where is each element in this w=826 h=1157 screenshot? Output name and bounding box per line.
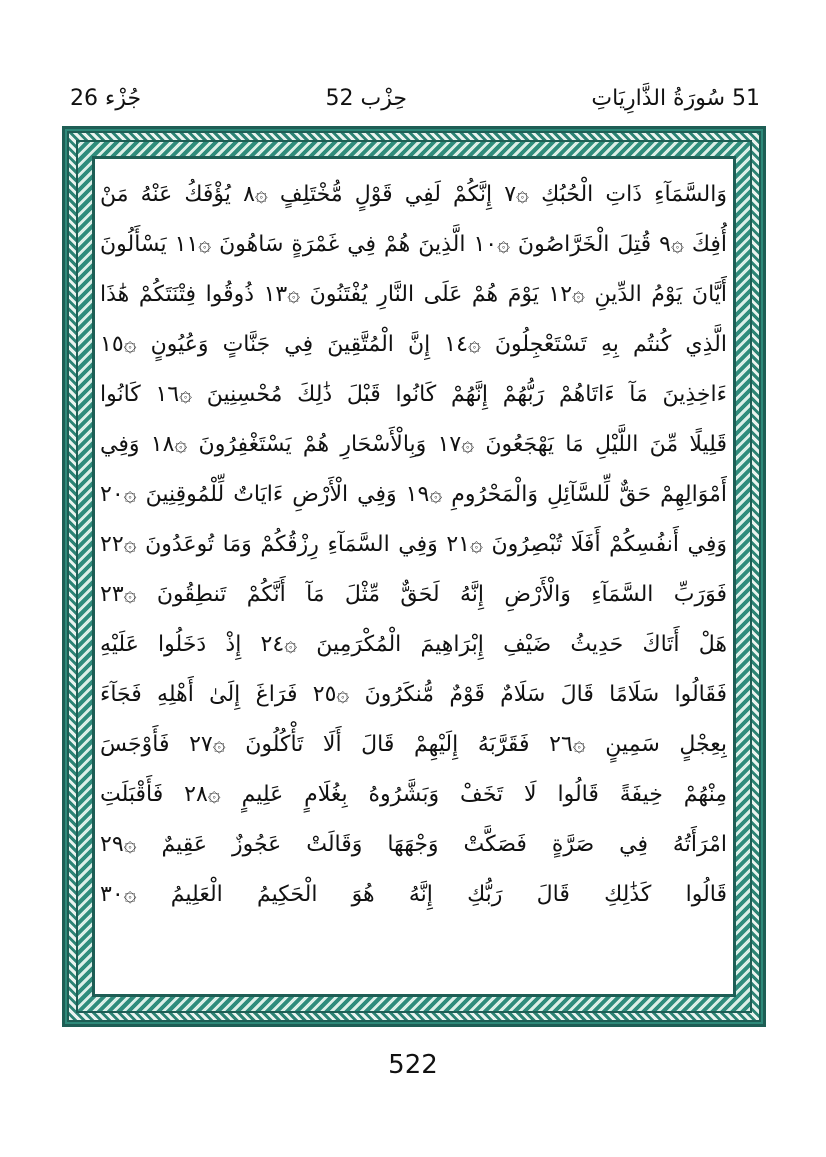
text-line: أَمْوَالِهِمْ حَقٌّ لِّلسَّآئِلِ وَالْمَحْرُومِ ۞١٩ وَفِي الْأَرْضِ ءَايَاتٌ لِّلْمُوقِنِينَ ۞٢٠ xyxy=(100,482,727,507)
text-line: أَيَّانَ يَوْمُ الدِّينِ ۞١٢ يَوْمَ هُمْ عَلَى النَّارِ يُفْتَنُونَ ۞١٣ ذُوقُوا فِتْنَتَكُمْ هَٰذَا xyxy=(100,282,727,307)
text-line: فَقَالُوا سَلَامًا قَالَ سَلَامٌ قَوْمٌ مُّنكَرُونَ ۞٢٥ فَرَاغَ إِلَىٰ أَهْلِهِ فَجَآءَ xyxy=(100,682,727,707)
text-line: ءَاخِذِينَ مَآ ءَاتَاهُمْ رَبُّهُمْ إِنَّهُمْ كَانُوا قَبْلَ ذَٰلِكَ مُحْسِنِينَ ۞١٦ كَانُوا xyxy=(100,382,727,407)
text-line: وَفِي أَنفُسِكُمْ أَفَلَا تُبْصِرُونَ ۞٢١ وَفِي السَّمَآءِ رِزْقُكُمْ وَمَا تُوعَدُونَ ۞٢٢ xyxy=(100,532,727,557)
text-line: أُفِكَ ۞٩ قُتِلَ الْخَرَّاصُونَ ۞١٠ الَّذِينَ هُمْ فِي غَمْرَةٍ سَاهُونَ ۞١١ يَسْأَلُونَ xyxy=(100,232,727,257)
text-line: بِعِجْلٍ سَمِينٍ ۞٢٦ فَقَرَّبَهُ إِلَيْهِمْ قَالَ أَلَا تَأْكُلُونَ ۞٢٧ فَأَوْجَسَ xyxy=(100,732,727,757)
text-line: قَلِيلًا مِّنَ اللَّيْلِ مَا يَهْجَعُونَ ۞١٧ وَبِالْأَسْحَارِ هُمْ يَسْتَغْفِرُونَ ۞١٨ وَفِي xyxy=(100,432,727,457)
page-header xyxy=(70,80,760,116)
text-line: هَلْ أَتَاكَ حَدِيثُ ضَيْفِ إِبْرَاهِيمَ الْمُكْرَمِينَ ۞٢٤ إِذْ دَخَلُوا عَلَيْهِ xyxy=(100,632,727,657)
quran-text-block xyxy=(100,170,727,990)
text-line: قَالُوا كَذَٰلِكِ قَالَ رَبُّكِ إِنَّهُ هُوَ الْحَكِيمُ الْعَلِيمُ ۞٣٠ xyxy=(100,882,727,907)
text-line: مِنْهُمْ خِيفَةً قَالُوا لَا تَخَفْ وَبَشَّرُوهُ بِغُلَامٍ عَلِيمٍ ۞٢٨ فَأَقْبَلَتِ xyxy=(100,782,727,807)
text-line: وَالسَّمَآءِ ذَاتِ الْحُبُكِ ۞٧ إِنَّكُمْ لَفِي قَوْلٍ مُّخْتَلِفٍ ۞٨ يُؤْفَكُ عَنْهُ مَنْ xyxy=(100,182,727,207)
text-line: الَّذِي كُنتُم بِهِ تَسْتَعْجِلُونَ ۞١٤ إِنَّ الْمُتَّقِينَ فِي جَنَّاتٍ وَعُيُونٍ ۞١٥ xyxy=(100,332,727,357)
text-line: امْرَأَتُهُ فِي صَرَّةٍ فَصَكَّتْ وَجْهَهَا وَقَالَتْ عَجُوزٌ عَقِيمٌ ۞٢٩ xyxy=(100,832,727,857)
hizb-label: حِزْب 52 xyxy=(325,85,407,111)
page-number: 522 xyxy=(388,1050,438,1080)
text-line: فَوَرَبِّ السَّمَآءِ وَالْأَرْضِ إِنَّهُ لَحَقٌّ مِّثْلَ مَآ أَنَّكُمْ تَنطِقُونَ ۞٢٣ xyxy=(100,582,727,607)
juz-label: جُزْء 26 xyxy=(70,85,142,111)
surah-title: 51 سُورَةُ الذَّارِيَاتِ xyxy=(591,85,760,111)
